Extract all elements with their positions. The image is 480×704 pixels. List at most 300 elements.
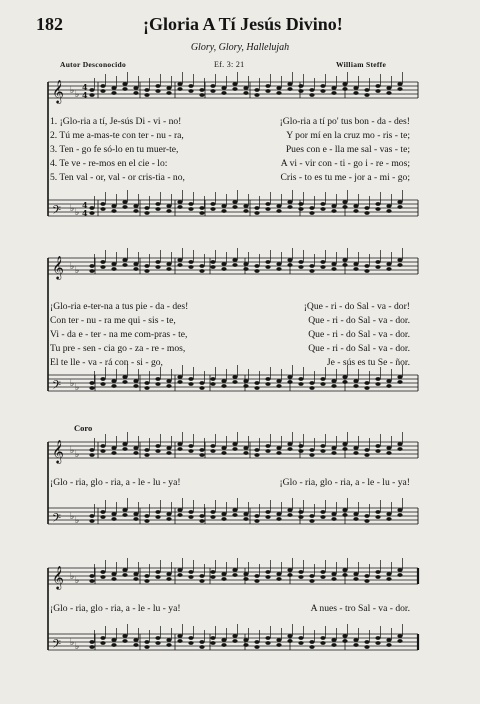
note-head	[254, 269, 259, 273]
note-head	[221, 209, 226, 213]
lyric-segment: 3. Ten - go fe só-lo en tu muer-te,	[50, 144, 179, 155]
note-head	[298, 515, 303, 519]
note-head	[287, 442, 292, 446]
note-head	[342, 205, 347, 209]
note-head	[144, 88, 149, 92]
note-head	[331, 572, 336, 576]
note-head	[364, 93, 369, 97]
note-head	[364, 88, 369, 92]
note-head	[265, 382, 270, 386]
note-head	[375, 636, 380, 640]
note-head	[353, 384, 358, 388]
note-head	[287, 573, 292, 577]
note-head	[397, 263, 402, 267]
note-head	[364, 386, 369, 390]
verse-line	[50, 315, 410, 326]
note-head	[100, 89, 105, 93]
note-head	[133, 267, 138, 271]
chorus-line	[50, 603, 410, 614]
note-head	[331, 451, 336, 455]
note-head	[199, 514, 204, 518]
note-head	[386, 209, 391, 213]
note-head	[232, 442, 237, 446]
note-head	[397, 508, 402, 512]
note-head	[177, 568, 182, 572]
note-head	[232, 568, 237, 572]
note-head	[188, 265, 193, 269]
note-head	[254, 579, 259, 583]
note-head	[133, 638, 138, 642]
note-head	[320, 89, 325, 93]
note-head	[309, 269, 314, 273]
note-head	[276, 262, 281, 266]
verse-line	[50, 158, 410, 169]
note-head	[320, 207, 325, 211]
note-head	[287, 200, 292, 204]
note-head	[386, 577, 391, 581]
note-head	[166, 204, 171, 208]
lyric-segment: ¡Glo - ria, glo - ria, a - le - lu - ya!	[279, 477, 410, 488]
note-head	[331, 517, 336, 521]
verse-line	[50, 130, 410, 141]
note-head	[122, 82, 127, 86]
note-head	[133, 86, 138, 90]
note-head	[320, 575, 325, 579]
lyric-segment: Cris - to es tu me - jor a - mi - go;	[280, 172, 410, 183]
note-head	[254, 640, 259, 644]
note-head	[353, 86, 358, 90]
note-head	[375, 265, 380, 269]
note-head	[254, 645, 259, 649]
note-head	[89, 514, 94, 518]
note-head	[232, 375, 237, 379]
note-head	[342, 447, 347, 451]
note-head	[111, 379, 116, 383]
note-head	[276, 267, 281, 271]
note-head	[364, 206, 369, 210]
note-head	[243, 209, 248, 213]
note-head	[100, 260, 105, 264]
note-head	[375, 207, 380, 211]
note-head	[298, 510, 303, 514]
note-head	[166, 86, 171, 90]
note-head	[199, 579, 204, 583]
note-head	[353, 204, 358, 208]
note-head	[177, 263, 182, 267]
lyric-segment: 1. ¡Glo-ria a tí, Je-sús Di - vi - no!	[50, 116, 182, 127]
note-head	[298, 636, 303, 640]
note-head	[188, 575, 193, 579]
treble-clef: 𝄞	[52, 255, 64, 279]
note-head	[298, 575, 303, 579]
note-head	[122, 258, 127, 262]
lyric-segment: ¡Que - ri - do Sal - va - dor!	[303, 301, 410, 312]
note-head	[397, 513, 402, 517]
note-head	[353, 572, 358, 576]
note-head	[155, 641, 160, 645]
note-head	[166, 451, 171, 455]
note-head	[276, 512, 281, 516]
note-head	[331, 384, 336, 388]
note-head	[254, 574, 259, 578]
note-head	[133, 204, 138, 208]
note-head	[166, 643, 171, 647]
lyric-segment: Vi - da e - ter - na me com-pras - te,	[50, 329, 188, 340]
note-head	[111, 91, 116, 95]
note-head	[265, 84, 270, 88]
note-head	[210, 449, 215, 453]
lyric-segment: ¡Glo - ria, glo - ria, a - le - lu - ya!	[50, 477, 181, 488]
time-signature: 4	[82, 82, 88, 92]
lyric-segment: 2. Tú me a-mas-te con ter - nu - ra,	[50, 130, 184, 141]
note-head	[122, 380, 127, 384]
note-head	[276, 577, 281, 581]
note-head	[122, 442, 127, 446]
note-head	[298, 84, 303, 88]
note-head	[254, 264, 259, 268]
note-head	[177, 375, 182, 379]
note-head	[353, 379, 358, 383]
note-head	[188, 449, 193, 453]
note-head	[177, 447, 182, 451]
note-head	[364, 269, 369, 273]
note-head	[353, 517, 358, 521]
note-head	[155, 575, 160, 579]
note-head	[243, 517, 248, 521]
note-head	[100, 449, 105, 453]
note-head	[144, 264, 149, 268]
note-head	[397, 258, 402, 262]
hymn-subtitle: Glory, Glory, Hallelujah	[190, 42, 290, 53]
note-head	[353, 451, 358, 455]
note-head	[232, 513, 237, 517]
note-head	[364, 211, 369, 215]
note-head	[320, 382, 325, 386]
note-head	[89, 519, 94, 523]
note-head	[122, 513, 127, 517]
treble-clef: 𝄞	[52, 79, 64, 103]
note-head	[353, 512, 358, 516]
note-head	[89, 386, 94, 390]
note-head	[364, 514, 369, 518]
note-head	[188, 444, 193, 448]
note-head	[232, 258, 237, 262]
note-head	[243, 204, 248, 208]
note-head	[144, 453, 149, 457]
note-head	[287, 263, 292, 267]
flat-sign: ♭	[75, 576, 80, 586]
note-head	[122, 87, 127, 91]
note-head	[298, 89, 303, 93]
note-head	[265, 570, 270, 574]
note-head	[100, 207, 105, 211]
note-head	[144, 386, 149, 390]
note-head	[210, 515, 215, 519]
note-head	[177, 639, 182, 643]
note-head	[177, 380, 182, 384]
note-head	[309, 645, 314, 649]
note-head	[166, 267, 171, 271]
note-head	[89, 93, 94, 97]
note-head	[353, 643, 358, 647]
note-head	[166, 384, 171, 388]
note-head	[276, 517, 281, 521]
note-head	[353, 91, 358, 95]
note-head	[331, 267, 336, 271]
note-head	[133, 446, 138, 450]
note-head	[122, 200, 127, 204]
note-head	[155, 89, 160, 93]
note-head	[364, 574, 369, 578]
flat-sign: ♭	[70, 262, 75, 272]
note-head	[375, 84, 380, 88]
note-head	[397, 205, 402, 209]
note-head	[188, 641, 193, 645]
note-head	[210, 265, 215, 269]
bass-clef: 𝄢	[52, 379, 62, 395]
note-head	[122, 573, 127, 577]
note-head	[298, 382, 303, 386]
note-head	[375, 570, 380, 574]
note-head	[331, 379, 336, 383]
note-head	[155, 515, 160, 519]
note-head	[397, 200, 402, 204]
note-head	[375, 515, 380, 519]
note-head	[100, 515, 105, 519]
note-head	[243, 643, 248, 647]
note-head	[199, 519, 204, 523]
note-head	[276, 379, 281, 383]
note-head	[122, 375, 127, 379]
note-head	[243, 451, 248, 455]
note-head	[210, 444, 215, 448]
note-head	[111, 517, 116, 521]
treble-clef: 𝄞	[52, 565, 64, 589]
note-head	[276, 91, 281, 95]
note-head	[232, 380, 237, 384]
note-head	[375, 575, 380, 579]
note-head	[144, 269, 149, 273]
note-head	[89, 574, 94, 578]
note-head	[155, 84, 160, 88]
note-head	[243, 86, 248, 90]
note-head	[221, 204, 226, 208]
note-head	[386, 379, 391, 383]
note-head	[287, 82, 292, 86]
note-head	[89, 206, 94, 210]
note-head	[375, 510, 380, 514]
note-head	[133, 577, 138, 581]
flat-sign: ♭	[70, 86, 75, 96]
lyric-segment: Je - sús es tu Se - ñor.	[326, 357, 410, 368]
note-head	[287, 258, 292, 262]
note-head	[111, 209, 116, 213]
note-head	[232, 634, 237, 638]
note-head	[89, 640, 94, 644]
note-head	[276, 384, 281, 388]
note-head	[221, 379, 226, 383]
note-head	[254, 519, 259, 523]
note-head	[155, 636, 160, 640]
note-head	[342, 568, 347, 572]
note-head	[199, 88, 204, 92]
note-head	[144, 645, 149, 649]
note-head	[210, 377, 215, 381]
note-head	[89, 381, 94, 385]
note-head	[320, 202, 325, 206]
note-head	[364, 381, 369, 385]
note-head	[265, 207, 270, 211]
note-head	[265, 449, 270, 453]
note-head	[364, 453, 369, 457]
note-head	[122, 568, 127, 572]
note-head	[287, 205, 292, 209]
note-head	[188, 510, 193, 514]
note-head	[111, 446, 116, 450]
note-head	[210, 382, 215, 386]
note-head	[133, 379, 138, 383]
note-head	[188, 377, 193, 381]
note-head	[265, 260, 270, 264]
note-head	[232, 82, 237, 86]
note-head	[122, 639, 127, 643]
note-head	[364, 519, 369, 523]
flat-sign: ♭	[75, 516, 80, 526]
note-head	[122, 508, 127, 512]
note-head	[188, 570, 193, 574]
note-head	[177, 82, 182, 86]
verse-line	[50, 343, 410, 354]
verse-line	[50, 329, 410, 340]
note-head	[210, 89, 215, 93]
note-head	[276, 572, 281, 576]
note-head	[100, 636, 105, 640]
note-head	[320, 449, 325, 453]
note-head	[309, 448, 314, 452]
note-head	[144, 448, 149, 452]
note-head	[320, 377, 325, 381]
note-head	[397, 568, 402, 572]
note-head	[210, 636, 215, 640]
note-head	[133, 451, 138, 455]
note-head	[309, 574, 314, 578]
note-head	[331, 86, 336, 90]
note-head	[276, 638, 281, 642]
note-head	[199, 453, 204, 457]
note-head	[342, 263, 347, 267]
note-head	[386, 384, 391, 388]
note-head	[144, 514, 149, 518]
flat-sign: ♭	[70, 446, 75, 456]
note-head	[155, 377, 160, 381]
note-head	[100, 510, 105, 514]
note-head	[166, 577, 171, 581]
verse-line	[50, 116, 410, 127]
note-head	[210, 641, 215, 645]
note-head	[177, 634, 182, 638]
note-head	[265, 515, 270, 519]
lyric-segment: ¡Glo-ria a tí po' tus bon - da - des!	[279, 116, 410, 127]
note-head	[397, 639, 402, 643]
note-head	[342, 513, 347, 517]
note-head	[397, 87, 402, 91]
note-head	[353, 262, 358, 266]
note-head	[166, 209, 171, 213]
note-head	[386, 451, 391, 455]
note-head	[100, 265, 105, 269]
note-head	[188, 382, 193, 386]
note-head	[342, 634, 347, 638]
note-head	[221, 91, 226, 95]
note-head	[144, 93, 149, 97]
note-head	[342, 508, 347, 512]
bass-clef: 𝄢	[52, 204, 62, 220]
lyric-segment: A vi - vir con - ti - go i - re - mos;	[280, 158, 410, 169]
note-head	[122, 205, 127, 209]
author-credit: Autor Desconocido	[60, 60, 127, 69]
note-head	[309, 88, 314, 92]
note-head	[89, 453, 94, 457]
hymn-number: 182	[36, 14, 63, 34]
note-head	[287, 375, 292, 379]
note-head	[309, 453, 314, 457]
note-head	[287, 634, 292, 638]
note-head	[111, 577, 116, 581]
note-head	[298, 202, 303, 206]
note-head	[122, 263, 127, 267]
note-head	[232, 263, 237, 267]
note-head	[320, 265, 325, 269]
note-head	[100, 570, 105, 574]
lyric-segment: ¡Glo - ria, glo - ria, a - le - lu - ya!	[50, 603, 181, 614]
note-head	[89, 579, 94, 583]
note-head	[221, 446, 226, 450]
lyric-segment: El te lle - va - rá con - si - go,	[50, 357, 163, 368]
note-head	[133, 91, 138, 95]
note-head	[243, 267, 248, 271]
note-head	[155, 449, 160, 453]
note-head	[177, 573, 182, 577]
flat-sign: ♭	[75, 266, 80, 276]
note-head	[265, 202, 270, 206]
flat-sign: ♭	[75, 642, 80, 652]
note-head	[133, 512, 138, 516]
note-head	[111, 267, 116, 271]
note-head	[254, 206, 259, 210]
note-head	[254, 93, 259, 97]
note-head	[309, 579, 314, 583]
note-head	[265, 265, 270, 269]
note-head	[188, 84, 193, 88]
note-head	[111, 204, 116, 208]
note-head	[386, 572, 391, 576]
note-head	[144, 640, 149, 644]
note-head	[188, 260, 193, 264]
note-head	[397, 380, 402, 384]
note-head	[243, 384, 248, 388]
note-head	[342, 380, 347, 384]
note-head	[342, 639, 347, 643]
note-head	[166, 379, 171, 383]
note-head	[199, 269, 204, 273]
note-head	[342, 200, 347, 204]
chorus-line	[50, 477, 410, 488]
note-head	[232, 87, 237, 91]
note-head	[100, 84, 105, 88]
note-head	[188, 89, 193, 93]
lyric-segment: Tu pre - sen - cia go - za - re - mos,	[50, 343, 186, 354]
note-head	[320, 515, 325, 519]
